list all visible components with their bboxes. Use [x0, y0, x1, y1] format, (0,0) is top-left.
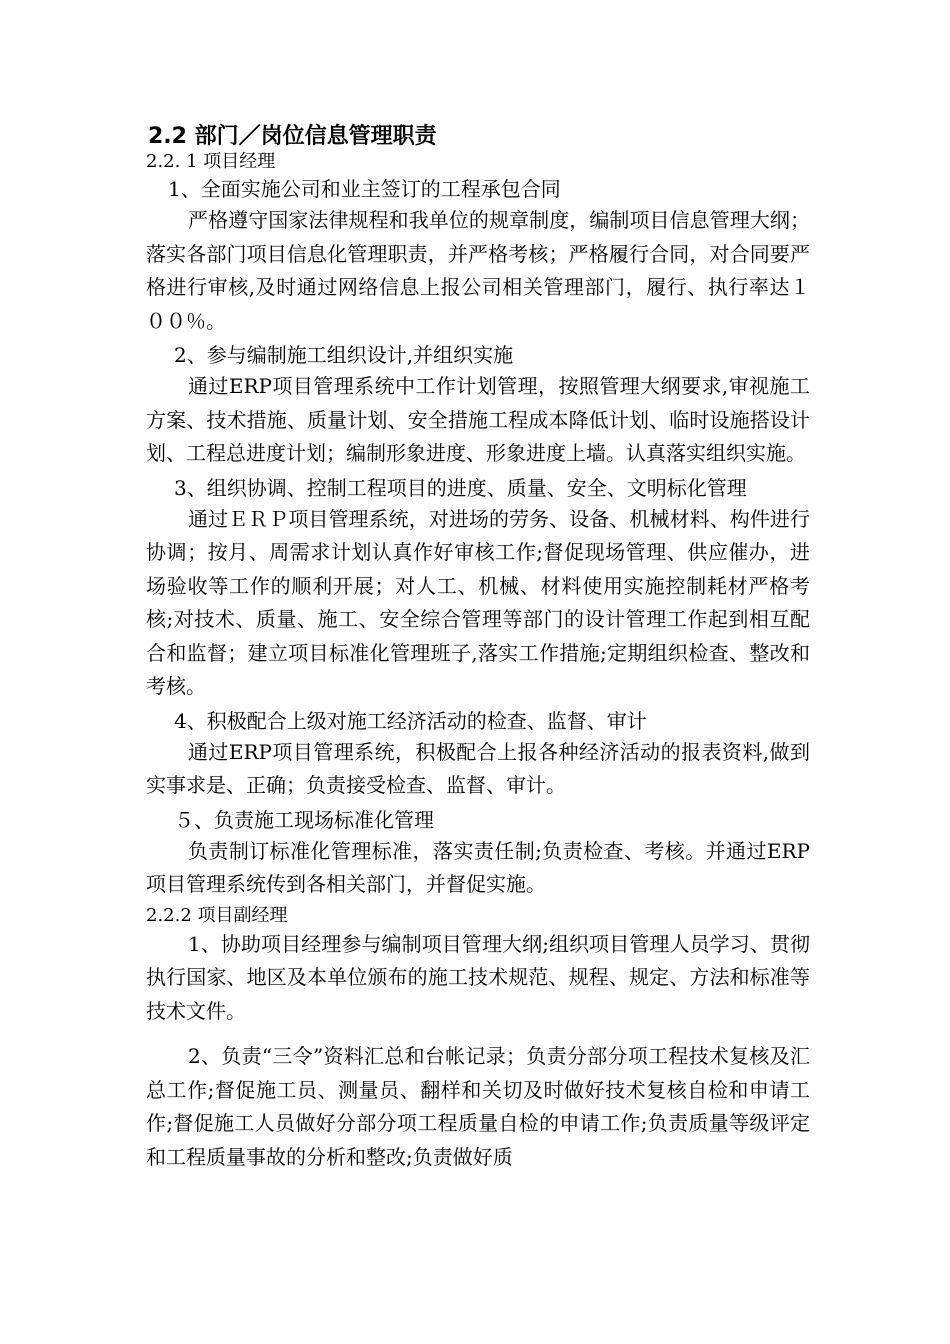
duty-body-1: 严格遵守国家法律规程和我单位的规章制度，编制项目信息管理大纲；落实各部门项目信息化管理职责，并严格考核；严格履行合同，对合同要严格进行审核,及时通过网络信息上报公司相关管理部门，履行、执行率达１００％。: [146, 208, 810, 333]
duty-heading-2: 2、参与编制施工组织设计,并组织实施: [174, 343, 514, 367]
duty-body-3: 通过ＥＲＰ项目管理系统，对进场的劳务、设备、机械材料、构件进行协调；按月、周需求计划认真作好审核工作;督促现场管理、供应催办，进场验收等工作的顺利开展；对人工、机械、材料使用实施控制耗材严格考核;对技术、质量、施工、安全综合管理等部门的设计管理工作起到相互配合和监督；建立项目标准化管理班子,落实工作措施;定期组织检查、整改和考核。: [146, 506, 810, 698]
duty-body-2: 通过ERP项目管理系统中工作计划管理，按照管理大纲要求,审视施工方案、技术措施、质量计划、安全措施工程成本降低计划、临时设施搭设计划、工程总进度计划；编制形象进度、形象进度上墙。认真落实组织实施。: [146, 374, 810, 465]
duty-heading-5: ５、负责施工现场标准化管理: [174, 807, 434, 832]
subsection-heading-project-manager: 2.2. 1 项目经理: [146, 151, 276, 172]
duty-heading-1: 1、全面实施公司和业主签订的工程承包合同: [168, 177, 561, 201]
deputy-duty-1: 1、协助项目经理参与编制项目管理大纲;组织项目管理人员学习、贯彻执行国家、地区及本单位颁布的施工技术规范、规程、规定、方法和标准等技术文件。: [146, 931, 810, 1023]
section-title: 2.2 部门／岗位信息管理职责: [148, 124, 437, 149]
subsection-heading-deputy-manager: 2.2.2 项目副经理: [146, 904, 288, 926]
duty-body-4: 通过ERP项目管理系统，积极配合上报各种经济活动的报表资料,做到实事求是、正确；负责接受检查、监督、审计。: [146, 739, 810, 797]
deputy-duty-2: 2、负责“三令”资料汇总和台帐记录；负责分部分项工程技术复核及汇总工作;督促施工员、测量员、翻样和关切及时做好技术复核自检和申请工作;督促施工人员做好分部分项工程质量自检的申请工作;负责质量等级评定和工程质量事故的分析和整改;负责做好质: [146, 1044, 810, 1169]
duty-heading-3: 3、组织协调、控制工程项目的进度、质量、安全、文明标化管理: [174, 475, 747, 500]
duty-heading-4: 4、积极配合上级对施工经济活动的检查、监督、审计: [174, 708, 647, 733]
paragraph-spacer: [146, 1030, 810, 1040]
duty-body-5: 负责制订标准化管理标准，落实责任制;负责检查、考核。并通过ERP项目管理系统传到各相关部门，并督促实施。: [146, 838, 810, 896]
document-body: [146, 150, 810, 1176]
